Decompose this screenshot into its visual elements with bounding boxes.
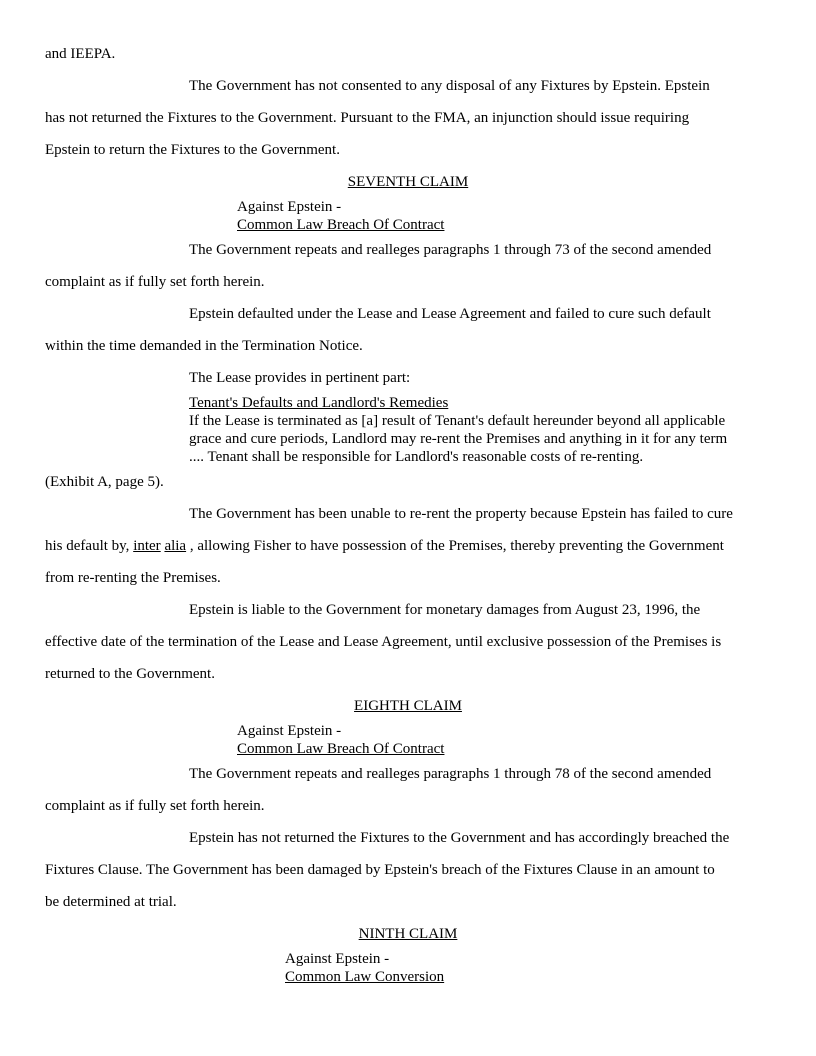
ninth-claim-against: Against Epstein - — [285, 951, 390, 967]
seventh-paragraph-line: The Government repeats and realleges paragraphs 1 through 73 of the second amended — [189, 242, 712, 258]
alia-term: alia — [164, 538, 187, 554]
seventh-paragraph-line: The Government has been unable to re-rent the property because Epstein has failed to cure — [189, 506, 733, 522]
lease-quote-line: If the Lease is terminated as [a] result of Tenant's default hereunder beyond all applicable — [189, 413, 726, 429]
eighth-claim-against: Against Epstein - — [237, 723, 342, 739]
seventh-paragraph-line: effective date of the termination of the Lease and Lease Agreement, until exclusive possession of the Premises is — [45, 634, 722, 650]
seventh-paragraph-line: from re-renting the Premises. — [45, 570, 221, 586]
seventh-paragraph-line: his default by, inter alia , allowing Fisher to have possession of the Premises, thereby preventing the Government — [45, 538, 724, 554]
intro-tail: and IEEPA. — [45, 46, 116, 62]
seventh-paragraph-line: Epstein defaulted under the Lease and Lease Agreement and failed to cure such default — [189, 306, 711, 322]
seventh-claim-heading: SEVENTH CLAIM — [347, 174, 469, 190]
lease-quote-line: .... Tenant shall be responsible for Landlord's reasonable costs of re-renting. — [189, 449, 644, 465]
eighth-claim-heading: EIGHTH CLAIM — [354, 698, 462, 714]
lease-quote-title: Tenant's Defaults and Landlord's Remedies — [189, 395, 449, 411]
ninth-claim-heading: NINTH CLAIM — [358, 926, 458, 942]
seventh-paragraph-line: returned to the Government. — [45, 666, 215, 682]
seventh-paragraph-line: The Lease provides in pertinent part: — [189, 370, 411, 386]
eighth-paragraph-line: Epstein has not returned the Fixtures to the Government and has accordingly breached the — [189, 830, 730, 846]
paragraph-fixtures-line: has not returned the Fixtures to the Government. Pursuant to the FMA, an injunction should issue requiring — [45, 110, 690, 126]
seventh-claim-against: Against Epstein - — [237, 199, 342, 215]
eighth-paragraph-line: be determined at trial. — [45, 894, 177, 910]
eighth-claim-subtitle: Common Law Breach Of Contract — [237, 741, 445, 757]
lease-quote-line: grace and cure periods, Landlord may re-rent the Premises and anything in it for any term — [189, 431, 728, 447]
ninth-claim-subtitle: Common Law Conversion — [285, 969, 445, 985]
lease-citation: (Exhibit A, page 5). — [45, 474, 164, 490]
seventh-paragraph-line: complaint as if fully set forth herein. — [45, 274, 265, 290]
eighth-paragraph-line: complaint as if fully set forth herein. — [45, 798, 265, 814]
seventh-claim-subtitle: Common Law Breach Of Contract — [237, 217, 445, 233]
paragraph-fixtures-line: Epstein to return the Fixtures to the Government. — [45, 142, 340, 158]
paragraph-fixtures-line: The Government has not consented to any disposal of any Fixtures by Epstein. Epstein — [189, 78, 710, 94]
eighth-paragraph-line: The Government repeats and realleges paragraphs 1 through 78 of the second amended — [189, 766, 712, 782]
eighth-paragraph-line: Fixtures Clause. The Government has been damaged by Epstein's breach of the Fixtures Clause in an amount to — [45, 862, 715, 878]
inter-term: inter — [133, 538, 161, 554]
seventh-paragraph-line: within the time demanded in the Termination Notice. — [45, 338, 363, 354]
seventh-paragraph-line: Epstein is liable to the Government for monetary damages from August 23, 1996, the — [189, 602, 701, 618]
